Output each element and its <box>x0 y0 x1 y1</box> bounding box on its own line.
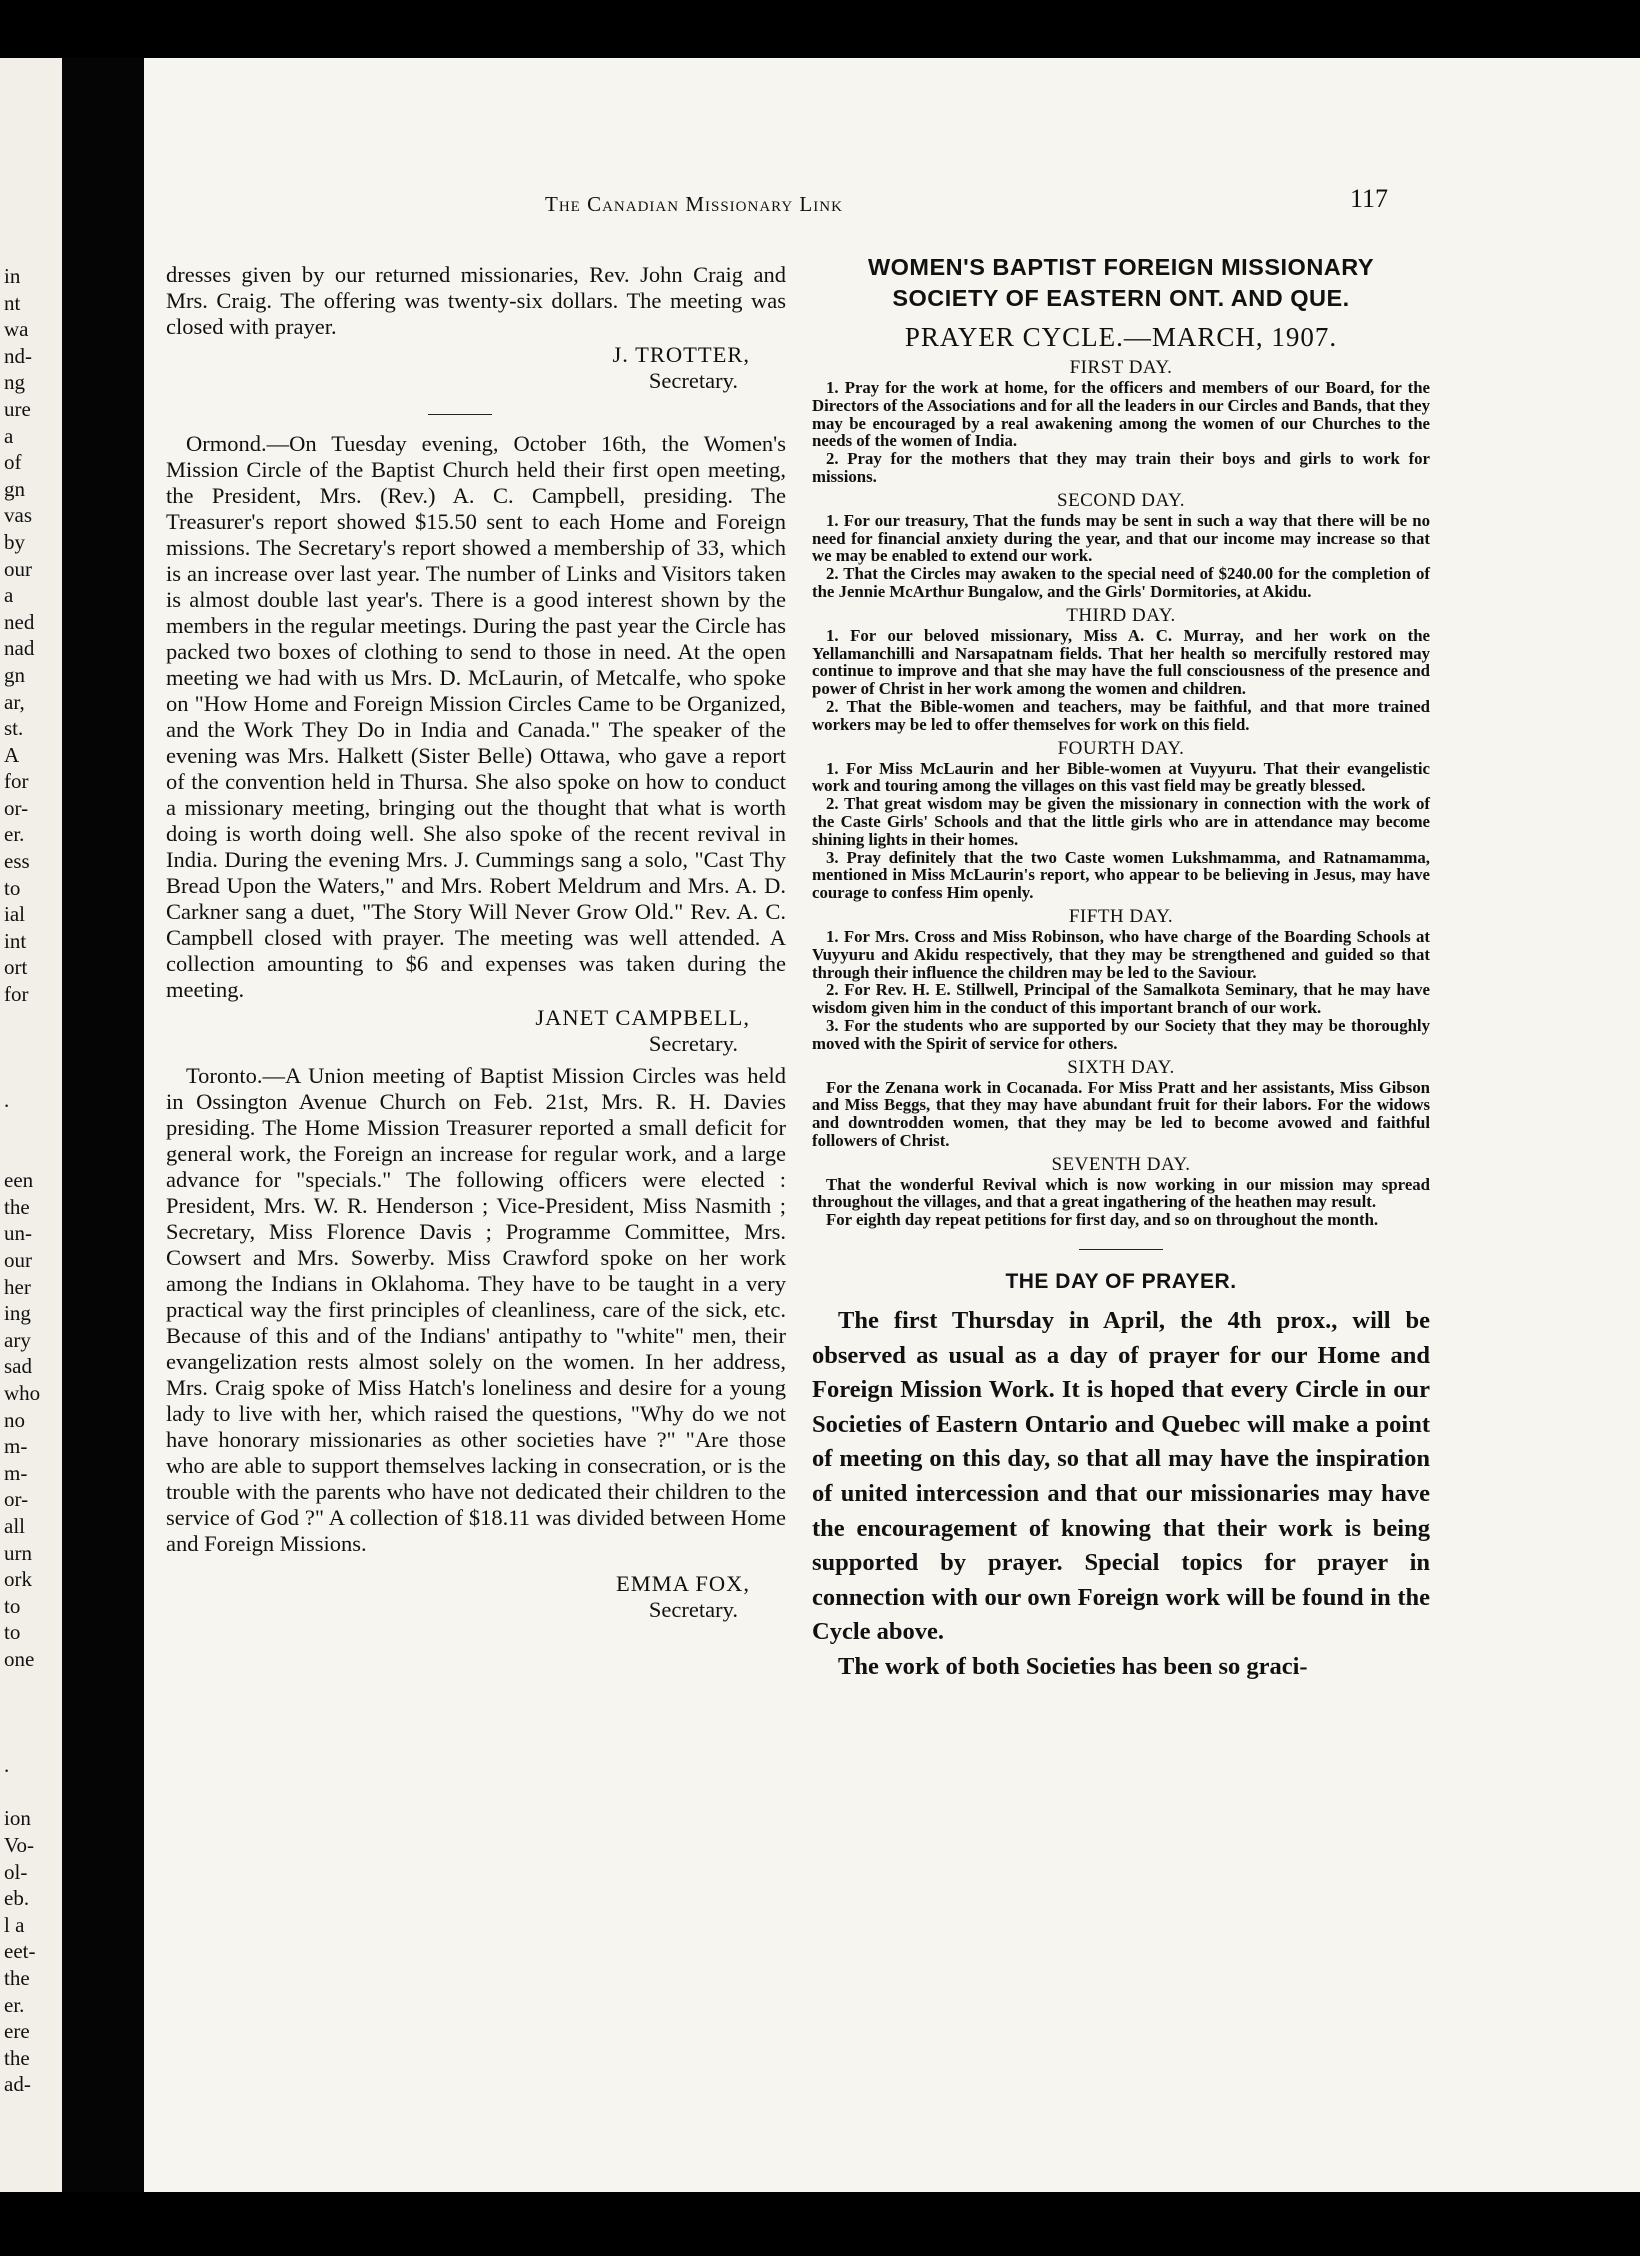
facing-page-fragment: or- <box>4 795 29 820</box>
facing-page-fragment: urn <box>4 1540 32 1565</box>
signature-name: EMMA FOX, <box>615 1571 750 1596</box>
facing-page-fragment: ad- <box>4 2072 31 2097</box>
facing-page-fragment: nad <box>4 636 35 661</box>
society-heading-line1: WOMEN'S BAPTIST FOREIGN MISSIONARY <box>867 254 1375 280</box>
facing-page-fragment: no <box>4 1407 25 1432</box>
facing-page-fragment: eet- <box>4 1939 36 1964</box>
day-of-prayer-heading: THE DAY OF PRAYER. <box>1005 1270 1237 1294</box>
facing-page-fragment: . <box>4 1088 10 1113</box>
facing-page-fragment: for <box>4 769 29 794</box>
facing-page-fragment: er. <box>4 822 25 847</box>
facing-page-fragment: one <box>4 1646 35 1671</box>
facing-page-fragment: the <box>4 1966 30 1990</box>
facing-page-fragment: ure <box>4 396 31 421</box>
facing-page-fragment: een <box>4 1168 34 1193</box>
facing-page-fragment: a <box>4 423 14 448</box>
day-of-prayer-paragraph: The first Thursday in April, the 4th prox., will be observed as usual as a day of prayer for our Home and Foreign Mission Work. It is hoped that every Circle in our Societies of Eastern Ontario and Quebec will make a point of meeting on this day, so that all may have the inspiration of united intercession and that our missionaries may have the encouragement of knowing that their work is being supported by prayer. Special topics for prayer in connection with our own Foreign work will be found in the Cycle above. <box>812 1307 1430 1646</box>
facing-page-fragment: the <box>4 1194 30 1219</box>
signature-role: Secretary. <box>648 1031 738 1056</box>
prayer-item: 2. That the Bible-women and teachers, may be faithful, and that more trained workers may be led to offer themselves for work on this field. <box>812 696 1430 734</box>
day-heading-third: THIRD DAY. <box>1066 604 1176 626</box>
day-heading-first: FIRST DAY. <box>1069 357 1173 378</box>
day-heading-fifth: FIFTH DAY. <box>1068 905 1174 927</box>
prayer-item: 2. That great wisdom may be given the missionary in connection with the work of the Caste Girls' Schools and that the little girls who are in attendance may become shining lights in their homes. <box>812 794 1430 849</box>
prayer-item: 1. For our beloved missionary, Miss A. C. Murray, and her work on the Yellamanchilli and Narsapatnam fields. That her health so mercifully restored may continue to improve and that she may have the full consciousness of the presence and power of Christ in her work among the women and children. <box>812 625 1430 699</box>
paragraph-continued: dresses given by our returned missionaries, Rev. John Craig and Mrs. Craig. The offering was twenty-six dollars. The meeting was closed with prayer. <box>166 262 786 339</box>
prayer-item: That the wonderful Revival which is now working in our mission may spread throughout the villages, and that a great ingathering of the heathen may result. <box>812 1174 1430 1212</box>
signature-role: Secretary. <box>648 368 738 393</box>
day-heading-sixth: SIXTH DAY. <box>1067 1056 1175 1078</box>
facing-page-fragment <box>4 1699 62 1726</box>
section-divider <box>428 414 492 415</box>
facing-page-fragment: st. <box>4 716 24 741</box>
facing-page-fragment: gn <box>4 662 25 687</box>
facing-page-fragment <box>4 1114 62 1141</box>
facing-page-fragment: to <box>4 1620 21 1645</box>
book-gutter <box>62 58 144 2192</box>
prayer-item: For eighth day repeat petitions for first day, and so on throughout the month. <box>826 1210 1379 1230</box>
facing-page-text-fragments <box>4 263 62 2098</box>
facing-page-fragment: wa <box>4 317 29 342</box>
signature-name: JANET CAMPBELL, <box>535 1005 750 1030</box>
facing-page-fragment: ess <box>4 849 30 874</box>
facing-page-fragment <box>4 1672 62 1699</box>
day-of-prayer-paragraph-continued: The work of both Societies has been so graci- <box>838 1653 1308 1681</box>
prayer-item: 3. Pray definitely that the two Caste women Lukshmamma, and Ratnamamma, mentioned in Miss McLaurin's report, who appear to be believing in Jesus, may have courage to confess Him openly. <box>812 847 1430 903</box>
facing-page-fragment: sad <box>4 1354 32 1379</box>
signature-trotter <box>166 342 786 394</box>
day-heading-second: SECOND DAY. <box>1057 489 1185 511</box>
paragraph-ormond: Ormond.—On Tuesday evening, October 16th, the Women's Mission Circle of the Baptist Church held their first open meeting, the President, Mrs. (Rev.) A. C. Campbell, presiding. The Treasurer's report showed $15.50 sent to each Home and Foreign missions. The Secretary's report showed a membership of 33, which is an increase over last year. The number of Links and Visitors taken is almost double last year's. There is a good interest shown by the members in the regular meetings. During the past year the Circle has packed two boxes of clothing to send to those in need. At the open meeting we had with us Mrs. D. McLaurin, of Metcalfe, who spoke on "How Home and Foreign Mission Circles Came to be Organized, and the Work They Do in India and Canada." The speaker of the evening was Mrs. Halkett (Sister Belle) Ottawa, who gave a report of the convention held in Thursa. She also spoke on how to conduct a missionary meeting, bringing out the thought that what is worth doing is worth doing well. She also spoke of the recent revival in India. During the evening Mrs. J. Cummings sang a solo, "Cast Thy Bread Upon the Waters," and Mrs. Robert Meldrum and Mrs. A. D. Carkner sang a duet, "The Story Will Never Grow Old." Rev. A. C. Campbell closed with prayer. The meeting was well attended. A collection amounting to $6 and expenses was taken during the meeting. <box>166 431 786 1002</box>
facing-page-fragment: Vo- <box>4 1833 34 1858</box>
facing-page-fragment: our <box>4 1247 32 1272</box>
facing-page-fragment: ion <box>4 1806 31 1831</box>
facing-page-fragment: gn <box>4 476 25 501</box>
signature-fox <box>166 1571 786 1623</box>
facing-page-fragment: int <box>4 928 27 953</box>
facing-page-fragment: m- <box>4 1460 28 1485</box>
facing-page-fragment: nt <box>4 290 21 315</box>
facing-page-fragment: ary <box>4 1327 31 1352</box>
day-heading-seventh: SEVENTH DAY. <box>1051 1153 1191 1175</box>
prayer-item: 1. For Miss McLaurin and her Bible-women at Vuyyuru. That their evangelistic work and touring among the villages on this vast field may be greatly blessed. <box>812 758 1430 796</box>
facing-page-fragment: ar, <box>4 689 25 714</box>
page-number: 117 <box>1350 184 1389 213</box>
facing-page-fragment: to <box>4 875 21 900</box>
signature-role: Secretary. <box>648 1597 738 1622</box>
facing-page-fragment: who <box>4 1380 41 1405</box>
prayer-item: 2. Pray for the mothers that they may train their boys and girls to work for missions. <box>812 449 1430 486</box>
prayer-item: 2. That the Circles may awaken to the special need of $240.00 for the completion of the Jennie McArthur Bungalow, and the Girls' Dormitories, at Akidu. <box>812 564 1430 601</box>
facing-page-fragment: in <box>4 264 21 288</box>
facing-page-fragment: nd- <box>4 343 32 368</box>
facing-page-fragment: or- <box>4 1487 29 1512</box>
prayer-item: 1. For our treasury, That the funds may be sent in such a way that there will be no need for financial anxiety during the year, and that our income may increase so that we may be enabled to extend our work. <box>812 510 1430 566</box>
facing-page-fragment: un- <box>4 1221 32 1246</box>
prayer-item: For the Zenana work in Cocanada. For Miss Pratt and her assistants, Miss Gibson and Miss Beggs, that they may have abundant fruit for their labors. For the widows and downtrodden women, that they may be led to become avowed and faithful followers of Christ. <box>812 1077 1430 1150</box>
prayer-item: 1. Pray for the work at home, for the officers and members of our Board, for the Directors of the Associations and for all the leaders in our Circles and Bands, that they may be encouraged by a real awakening among the women of our Churches to the needs of the women of India. <box>812 378 1430 451</box>
facing-page-fragment: ng <box>4 370 25 395</box>
day-heading-fourth: FOURTH DAY. <box>1057 737 1185 759</box>
facing-page-fragment: for <box>4 982 29 1007</box>
right-column <box>812 252 1430 1685</box>
facing-page-fragment <box>4 1141 62 1168</box>
prayer-item: 3. For the students who are supported by our Society that they may be thoroughly moved with the Spirit of service for others. <box>812 1015 1430 1053</box>
scan-border-top <box>0 0 1640 58</box>
section-divider <box>1079 1249 1163 1250</box>
facing-page-fragment: eb. <box>4 1886 30 1911</box>
facing-page-fragment: ing <box>4 1301 31 1326</box>
facing-page-fragment <box>4 1034 62 1061</box>
facing-page-fragment: ol- <box>4 1859 28 1884</box>
facing-page-fragment: her <box>4 1274 31 1299</box>
signature-name: J. TROTTER, <box>612 342 750 367</box>
facing-page-fragment: ned <box>4 609 35 634</box>
facing-page-fragment <box>4 1008 62 1035</box>
facing-page-edge <box>0 58 62 2192</box>
facing-page-fragment: l a <box>4 1912 25 1937</box>
society-heading-line2: SOCIETY OF EASTERN ONT. AND QUE. <box>892 285 1350 311</box>
prayer-cycle-title: PRAYER CYCLE.—MARCH, 1907. <box>904 322 1338 352</box>
signature-campbell <box>166 1005 786 1057</box>
facing-page-fragment: a <box>4 583 14 608</box>
left-column <box>166 262 786 1629</box>
facing-page-fragment <box>4 1726 62 1753</box>
facing-page-fragment: our <box>4 556 32 581</box>
facing-page-fragment: A <box>4 742 20 767</box>
facing-page-fragment: m- <box>4 1434 28 1459</box>
prayer-item: 1. For Mrs. Cross and Miss Robinson, who have charge of the Boarding Schools at Vuyyuru and Akidu respectively, that they may be strengthened and guided so that through their influence the children may be led to the Saviour. <box>812 926 1430 982</box>
facing-page-fragment: ort <box>4 955 28 980</box>
facing-page-fragment: the <box>4 2045 30 2070</box>
prayer-item: 2. For Rev. H. E. Stillwell, Principal of the Samalkota Seminary, that he may have wisdom given him in the conduct of this important branch of our work. <box>812 980 1430 1018</box>
facing-page-fragment: to <box>4 1593 21 1618</box>
facing-page-fragment: all <box>4 1513 25 1538</box>
facing-page-fragment: of <box>4 450 22 475</box>
paragraph-toronto: Toronto.—A Union meeting of Baptist Mission Circles was held in Ossington Avenue Church on Feb. 21st, Mrs. R. H. Davies presiding. The Home Mission Treasurer reported a small deficit for general work, the Foreign an increase for regular work, and a large advance for "specials." The following officers were elected : President, Mrs. W. R. Henderson ; Vice-President, Miss Nasmith ; Secretary, Miss Florence Davis ; Programme Committee, Mrs. Cowsert and Mrs. Sowerby. Miss Crawford spoke on her work among the Indians in Oklahoma. They have to be taught in a very practical way the first principles of cleanliness, care of the sick, etc. Because of this and of the Indians' antipathy to "white" men, their evangelization rests almost solely on the women. In her address, Mrs. Craig spoke of Miss Hatch's loneliness and desire for a young lady to live with her, which raised the questions, "Why do we not have honorary missionaries as other societies have ?" "Are those who are able to support themselves lacking in consecration, or is the trouble with the parents who have not dedicated their children to the service of God ?" A collection of $18.11 was divided between Home and Foreign Missions. <box>166 1063 786 1556</box>
scan-border-bottom <box>0 2192 1640 2256</box>
facing-page-fragment <box>4 1061 62 1088</box>
facing-page-fragment: by <box>4 529 25 554</box>
facing-page-fragment: er. <box>4 1992 25 2017</box>
facing-page-fragment: vas <box>4 503 32 528</box>
facing-page-fragment: ial <box>4 902 25 927</box>
facing-page-fragment: . <box>4 1753 10 1778</box>
facing-page-fragment <box>4 1779 62 1806</box>
facing-page-fragment: ere <box>4 2019 30 2044</box>
facing-page-fragment: ork <box>4 1567 32 1592</box>
running-header: The Canadian Missionary Link <box>545 192 843 216</box>
